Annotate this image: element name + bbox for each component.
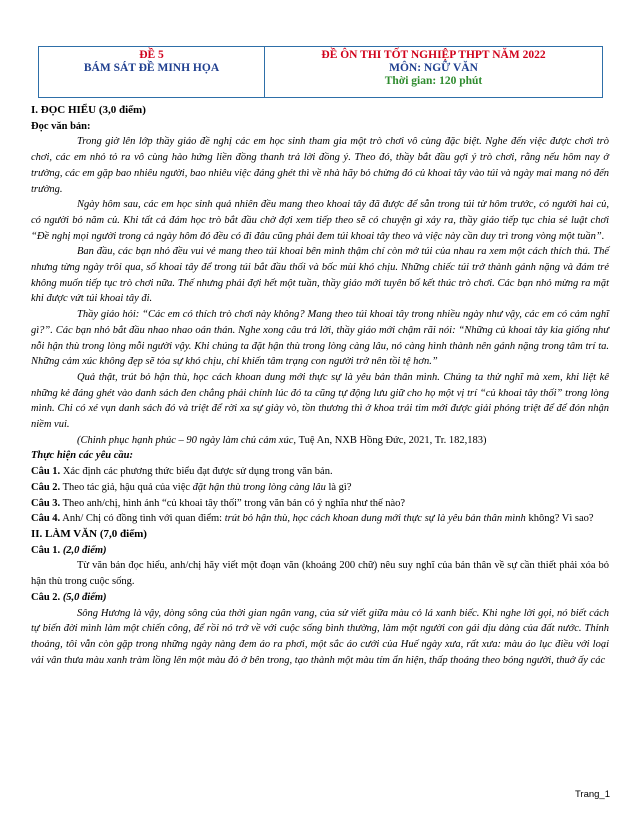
exam-body xyxy=(31,103,609,668)
question-3: Câu 3. Theo anh/chị, hình ảnh “củ khoai tây thối” trong văn bản có ý nghĩa như thế nào? xyxy=(31,497,406,509)
part1-heading: I. ĐỌC HIỂU (3,0 điểm) xyxy=(31,104,146,116)
essay-q1-heading: Câu 1. (2,0 điểm) xyxy=(31,544,107,556)
tasks-label: Thực hiện các yêu cầu: xyxy=(31,450,133,462)
exam-subject: MÔN: NGỮ VĂN xyxy=(389,62,478,74)
essay-q2-text: Sông Hương là vậy, dòng sông của thời gian ngân vang, của sử viết giữa màu cỏ lá xanh biếc. Khi nghe lời gọi, nó biết cách tự biến đời mình làm một chiến công, để rồi nó trở về với cuộc sống bình thường, làm một người con gái dịu dàng của đất nước. Thỉnh thoảng, tôi vẫn còn gặp trong những ngày nàng đem áo ra phơi, một sắc áo cưới của Huế ngày xưa, rất xưa: màu áo lục điều với loại vải vân thưa màu xanh tràm lồng lên một màu đỏ ở bên trong, tạo thành một màu tím ẩn hiện, thấp thoáng theo bóng người, thuở ấy các xyxy=(31,607,609,666)
exam-header xyxy=(38,46,603,98)
exam-subtitle: BÁM SÁT ĐỀ MINH HỌA xyxy=(83,62,220,74)
part2-heading: II. LÀM VĂN (7,0 điểm) xyxy=(31,527,147,540)
source-book: (Chinh phục hạnh phúc – 90 ngày làm chủ cảm xúc, xyxy=(77,434,299,446)
question-1: Câu 1. Xác định các phương thức biểu đạt được sử dụng trong văn bản. xyxy=(31,466,333,478)
header-left xyxy=(39,47,265,97)
question-4: Câu 4. Anh/ Chị có đồng tình với quan điểm: trút bỏ hận thù, học cách khoan dung mới thực sự là yêu bản thân mình không? Vì sao? xyxy=(31,513,594,525)
exam-number: ĐỀ 5 xyxy=(139,49,164,61)
question-2: Câu 2. Theo tác giả, hậu quả của việc đặt hận thù trong lòng càng lâu là gì? xyxy=(31,481,352,493)
passage-paragraph: Ngày hôm sau, các em học sinh quả nhiên đều mang theo khoai tây đã được để sẵn trong túi từ hôm trước, có người hai củ, có người bỏ năm củ. Khi tất cả đám học trò bắt đầu chờ đợi xem tiếp theo sẽ có chuyện gì xảy ra, thầy giáo tiếp tục chia sẻ luật chơi “Đề nghị mọi người trong cả ngày hôm đó đều có đi đâu cũng phải đem túi khoai tây theo và việc này cần duy trì trong vòng một tuần”. xyxy=(31,199,609,242)
header-right xyxy=(265,47,602,97)
exam-duration: Thời gian: 120 phút xyxy=(384,75,483,87)
essay-q1-text: Từ văn bản đọc hiểu, anh/chị hãy viết một đoạn văn (khoảng 200 chữ) nêu suy nghĩ của bản thân về sự cần thiết phải xóa bỏ hận thù trong cuộc sống. xyxy=(31,560,609,588)
source-publisher: Tuệ An, NXB Hồng Đức, 2021, Tr. 182,183) xyxy=(298,434,487,446)
essay-q2-heading: Câu 2. (5,0 điểm) xyxy=(31,591,107,603)
passage-paragraph: Quả thật, trút bỏ hận thù, học cách khoan dung mới thực sự là yêu bản thân mình. Chúng ta thử nghĩ mà xem, khi liệt kê những kẻ đáng ghét vào danh sách đen chẳng phải chính lúc đó ta cũng tự động lưu giữ cho họ một vị trí “củ khoai tây thối” trong lòng mình. Chi có xé vụn danh sách đó và triệt để rời xa sự giày vò, tồn thương thì ở khoa trái tim mới được giải phóng triệt để để đón nhận niềm vui. xyxy=(31,371,609,431)
passage-paragraph: Thầy giáo hỏi: “Các em có thích trò chơi này không? Mang theo túi khoai tây trong nhiều ngày như vậy, các em có cảm nghĩ gì?”. Các bạn nhỏ bắt đầu nhao nhao oán thán. Nghe xong câu trả lời, thầy giáo mới chậm rãi nói: “Những củ khoai tây kia giống như nỗi hận thù trong lòng mỗi người vậy. Khi chúng ta đặt hận thù trong lòng càng lâu, nó càng hình thành nên gánh nặng trong tâm trí ta. Những cảm xúc không đẹp sẽ tỏa sự khó chịu, chỉ khiến tâm trạng con người trở nên tồi tệ hơn.” xyxy=(31,309,609,368)
passage-paragraph: Trong giờ lên lớp thầy giáo đề nghị các em học sinh tham gia một trò chơi vô cùng đặc biệt. Nghe đến việc được chơi trò chơi, các em nhỏ tỏ ra vô cùng hào hứng liền đồng thanh trả lời đồng ý. Theo đó, thầy bắt đầu gợi ý trò chơi, rằng nếu hôm nay ở trường, các em gặp bao nhiêu người, bao nhiêu việc đáng ghét thì về nhà hãy bỏ chừng đó củ khoai tây vào túi và ngày mai mang nó đến trường. xyxy=(31,136,609,195)
read-label: Đọc văn bản: xyxy=(31,120,91,132)
page-number: Trang_1 xyxy=(574,789,610,800)
exam-title: ĐỀ ÔN THI TỐT NGHIỆP THPT NĂM 2022 xyxy=(321,49,546,61)
passage-paragraph: Ban đầu, các bạn nhỏ đều vui vẻ mang theo túi khoai bên mình thậm chí còn mở túi của nhau ra xem một cách thích thú. Thế nhưng từng ngày trôi qua, số khoai tây để trong túi bắt đầu thối và bốc mùi khó chịu. Những chiếc túi trở thành gánh nặng và đám trẻ không muốn tiếp tục trò chơi nữa. Thế nhưng phải đợi hết một tuần, thầy giáo mới tuyên bố kết thúc trò chơi. Các bạn nhỏ mừng ra mặt khi được vứt túi khoai tây đi. xyxy=(31,246,609,305)
passage-source xyxy=(31,433,609,449)
